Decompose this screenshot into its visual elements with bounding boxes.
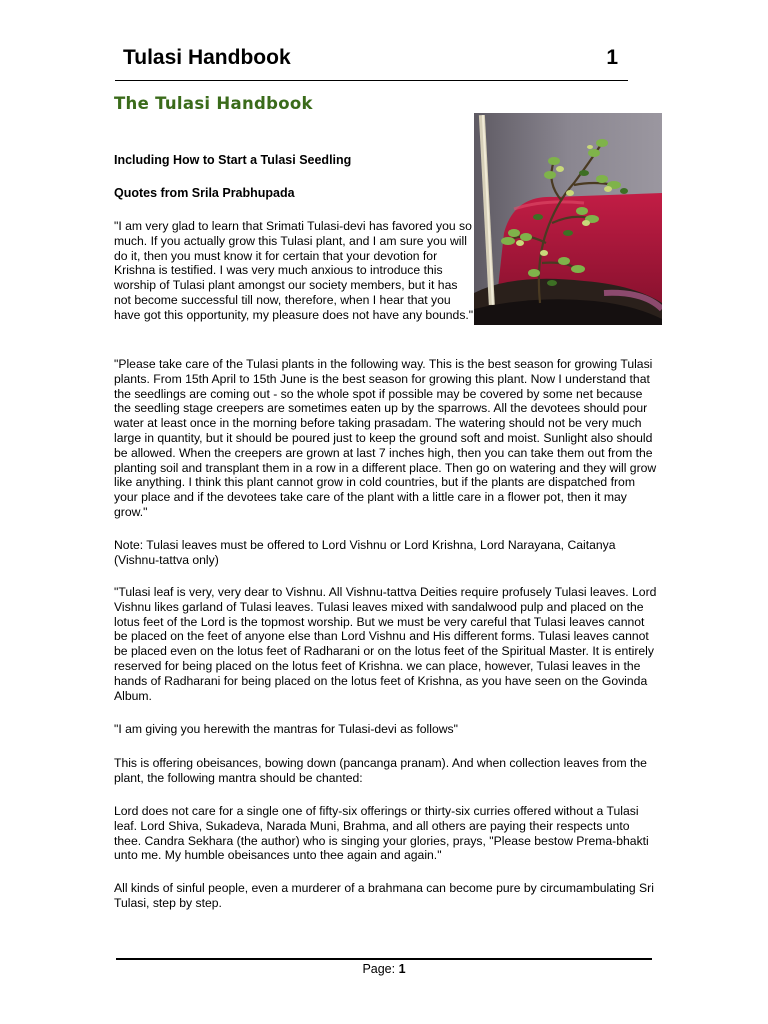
tulasi-plant-photo — [474, 113, 662, 325]
paragraph-7: All kinds of sinful people, even a murderer of a brahmana can become pure by circumambulating Sri Tulasi, step by step. — [114, 881, 654, 910]
section-heading: Quotes from Srila Prabhupada — [114, 186, 295, 200]
quote-paragraph-1: "I am very glad to learn that Srimati Tulasi-devi has favored you so much. If you actually grow this Tulasi plant, and I am sure you will do it, then you must know it for certain that your devotion for Krishna is testified. I was very much anxious to introduce this worship of Tulasi plant amongst our society members, but it has not become successful till now, therefore, when I hear that you have got this opportunity, my pleasure does not have any bounds." — [114, 219, 474, 322]
page-footer — [0, 962, 768, 976]
paragraph-6: Lord does not care for a single one of fifty-six offerings or thirty-six curries offered without a Tulasi leaf. Lord Shiva, Sukadeva, Narada Muni, Brahma, and all others are paying their respects unto thee. Candra Sekhara (the author) who is singing your glories, prays, "Please bestow Prema-bhakti unto me. My humble obeisances unto thee again and again." — [114, 804, 649, 863]
footer-page-label: Page: — [362, 962, 396, 976]
quote-paragraph-3: "Tulasi leaf is very, very dear to Vishnu. All Vishnu-tattva Deities require profusely Tulasi leaves. Lord Vishnu likes garland of Tulasi leaves. Tulasi leaves mixed with sandalwood pulp and placed on the lotus feet of the Lord is the topmost worship. But we must be very careful that Tulasi leaves cannot be placed on the feet of anyone else than Lord Vishnu and His different forms. Tulasi leaves cannot be placed even on the lotus feet of Radharani or on the lotus feet of the Spiritual Master. It is entirely reserved for being placed on the lotus feet of Krishna. we can place, however, Tulasi leaves in the hands of Radharani for being placed on the lotus feet of Krishna, as you have seen on the Govinda Album. — [114, 585, 657, 703]
quote-paragraph-2: "Please take care of the Tulasi plants in the following way. This is the best season for growing Tulasi plants. From 15th April to 15th June is the best season for growing this plant. Now I understand that the seedlings are coming out - so the whole spot if possible may be covered by some net because the seedling stage creepers are sometimes eaten up by the sparrows. All the devotees should pour water at least once in the morning before taking prasadam. The watering should not be very much large in quantity, but it should be poured just to keep the ground soft and moist. Sunlight also should be allowed. When the creepers are grown at last 7 inches high, then you can take them out from the planting soil and transplant them in a row in a different place. Then go on watering and they will grow like anything. I think this plant cannot grow in cold countries, but if the plants are dispatched from your place and if the devotees take care of the plant with a little care in a flower pot, then it may grow." — [114, 357, 657, 519]
tulasi-plant-photo-icon — [474, 113, 662, 325]
header-page-number: 1 — [606, 46, 618, 69]
quote-paragraph-4: "I am giving you herewith the mantras for Tulasi-devi as follows" — [114, 722, 458, 736]
header-title: Tulasi Handbook — [123, 46, 291, 69]
document-title: The Tulasi Handbook — [114, 94, 313, 113]
footer-page-number: 1 — [398, 962, 406, 976]
page-header — [115, 44, 628, 81]
paragraph-5: This is offering obeisances, bowing down (pancanga pranam). And when collection leaves from the plant, the following mantra should be chanted: — [114, 756, 647, 785]
footer-divider — [116, 958, 652, 960]
note-paragraph: Note: Tulasi leaves must be offered to Lord Vishnu or Lord Krishna, Lord Narayana, Caitanya (Vishnu-tattva only) — [114, 538, 616, 567]
document-subtitle: Including How to Start a Tulasi Seedling — [114, 153, 352, 167]
